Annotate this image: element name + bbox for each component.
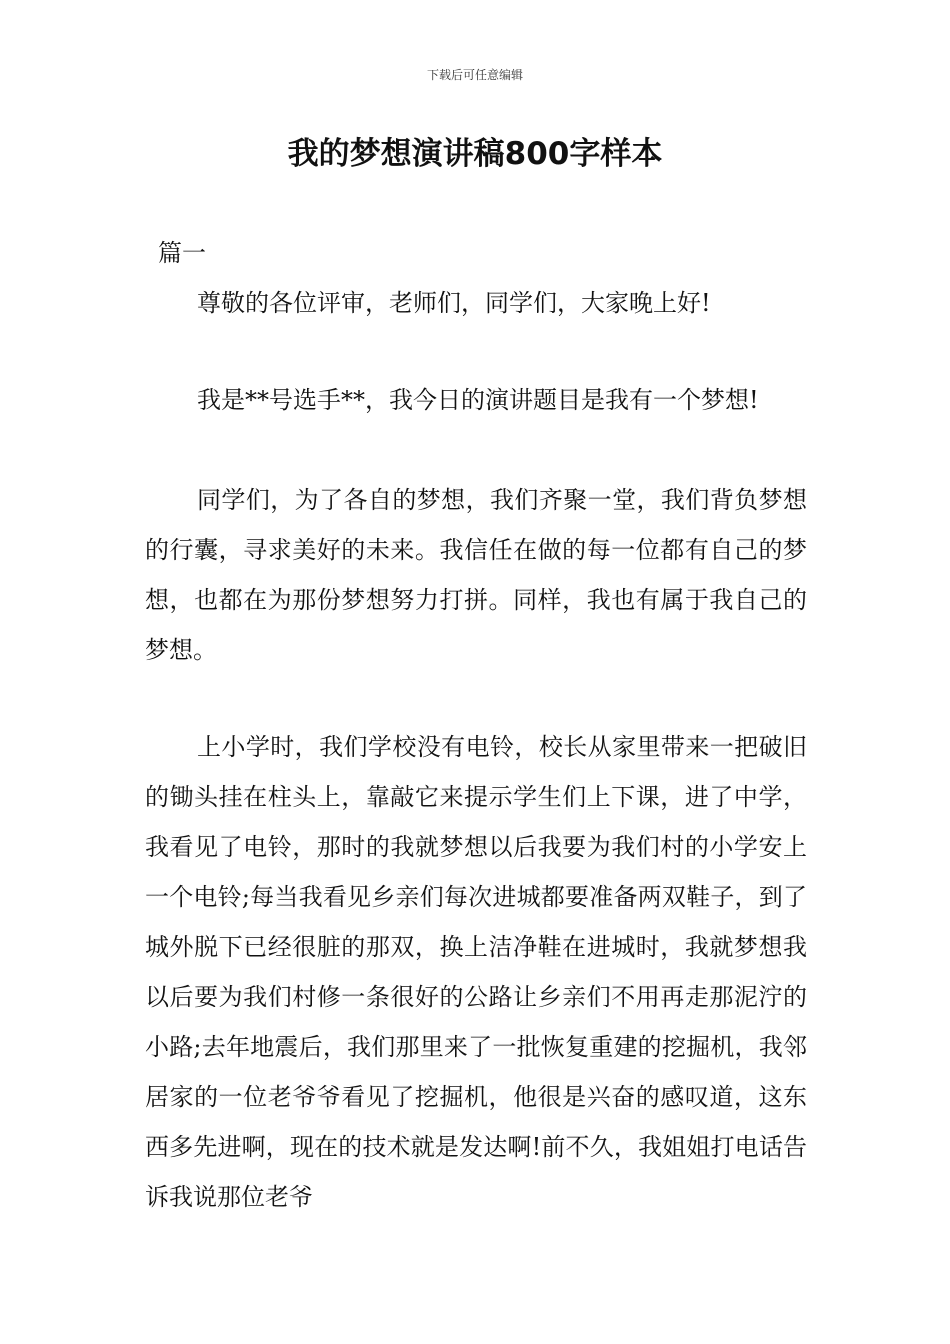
- document-title: 我的梦想演讲稿800字样本: [287, 136, 663, 172]
- paragraph-greeting: 尊敬的各位评审，老师们，同学们，大家晚上好!: [197, 289, 711, 317]
- paragraph-dreams: 同学们，为了各自的梦想，我们齐聚一堂，我们背负梦想的行囊，寻求美好的未来。我信任在做的每一位都有自己的梦想，也都在为那份梦想努力打拼。同样，我也有属于我自己的梦想。: [145, 486, 807, 664]
- paragraph-introduction: 我是**号选手**，我今日的演讲题目是我有一个梦想!: [197, 386, 759, 414]
- paragraph-childhood: 上小学时，我们学校没有电铃，校长从家里带来一把破旧的锄头挂在柱头上，靠敲它来提示学生们上下课，进了中学，我看见了电铃，那时的我就梦想以后我要为我们村的小学安上一个电铃;每当我看见乡亲们每次进城都要准备两双鞋子，到了城外脱下已经很脏的那双，换上洁净鞋在进城时，我就梦想我以后要为我们村修一条很好的公路让乡亲们不用再走那泥泞的小路;去年地震后，我们那里来了一批恢复重建的挖掘机，我邻居家的一位老爷爷看见了挖掘机，他很是兴奋的感叹道，这东西多先进啊，现在的技术就是发达啊!前不久，我姐姐打电话告诉我说那位老爷: [145, 733, 807, 1211]
- section-label: 篇一: [158, 239, 206, 267]
- header-note: 下载后可任意编辑: [426, 68, 523, 82]
